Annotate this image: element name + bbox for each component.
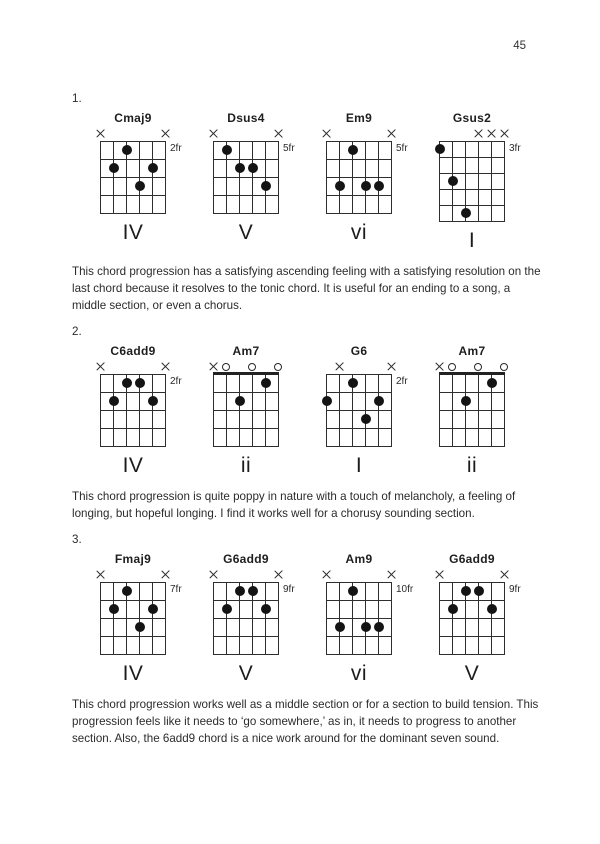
finger-dot: [135, 181, 145, 191]
muted-string-x-icon: [161, 570, 170, 579]
section-number: 1.: [72, 92, 82, 105]
string-line: [478, 141, 479, 222]
fretboard-grid: [100, 582, 182, 655]
finger-dot: [109, 163, 119, 173]
fret-line: [439, 157, 505, 158]
fret-line: [213, 636, 279, 637]
finger-dot: [461, 396, 471, 406]
finger-dot: [222, 604, 232, 614]
roman-numeral: V: [238, 221, 254, 244]
fret-line: [213, 600, 279, 601]
finger-dot: [261, 378, 271, 388]
fret-line: [439, 392, 505, 393]
fret-line: [100, 159, 166, 160]
chord-diagram: [431, 111, 535, 253]
fret-line: [100, 392, 166, 393]
fret-position-label: 7fr: [170, 584, 182, 595]
finger-dot: [135, 622, 145, 632]
fret-position-label: 2fr: [170, 143, 182, 154]
string-markers-row: [100, 360, 166, 374]
fret-position-label: 10fr: [396, 584, 414, 595]
chord-diagram-box: [213, 552, 295, 686]
chord-diagram-box: [213, 344, 279, 478]
finger-dot: [261, 604, 271, 614]
fret-line: [326, 618, 392, 619]
chord-diagram-box: [439, 552, 521, 686]
roman-numeral: vi: [350, 662, 368, 685]
fret-position-label: 5fr: [396, 143, 408, 154]
chord-diagram: [431, 344, 535, 478]
string-markers-row: [439, 568, 505, 582]
fret-line: [326, 195, 392, 196]
open-string-o-icon: [274, 363, 282, 371]
muted-string-x-icon: [435, 570, 444, 579]
fret-line: [100, 446, 166, 447]
muted-string-x-icon: [474, 129, 483, 138]
fret-line: [100, 582, 166, 583]
fret-line: [100, 141, 166, 142]
section-description: This chord progression is quite poppy in nature with a touch of melancholy, a feeling of longing, but hopeful longing. I find it works well for a chorusy sounding section.: [72, 490, 516, 520]
roman-numeral: V: [464, 662, 480, 685]
finger-dot: [448, 176, 458, 186]
chord-name: G6: [350, 344, 368, 358]
chord-diagram: [431, 552, 535, 686]
chord-diagram: [205, 111, 309, 245]
fret-position-label: 3fr: [509, 143, 521, 154]
chord-name: Fmaj9: [114, 552, 152, 566]
roman-numeral: ii: [240, 454, 252, 477]
fretboard-grid: [100, 141, 182, 214]
chord-diagram-box: [213, 111, 295, 245]
roman-numeral: I: [468, 229, 476, 252]
chord-row: [92, 552, 542, 686]
chord-diagram: [92, 111, 196, 245]
fret-line: [100, 410, 166, 411]
finger-dot: [248, 586, 258, 596]
chord-diagram-box: [326, 111, 408, 245]
fretboard-grid: [326, 374, 408, 447]
fret-line: [100, 177, 166, 178]
chord-name: C6add9: [110, 344, 156, 358]
fret-line: [100, 636, 166, 637]
fretboard-grid: [439, 141, 521, 222]
muted-string-x-icon: [209, 129, 218, 138]
fret-line: [100, 213, 166, 214]
muted-string-x-icon: [387, 362, 396, 371]
fret-line: [213, 582, 279, 583]
muted-string-x-icon: [209, 362, 218, 371]
finger-dot: [374, 622, 384, 632]
chord-diagram-box: [439, 111, 521, 253]
finger-dot: [222, 145, 232, 155]
string-markers-row: [100, 568, 166, 582]
finger-dot: [148, 396, 158, 406]
muted-string-x-icon: [161, 362, 170, 371]
section-number: 3.: [72, 533, 82, 546]
finger-dot: [348, 145, 358, 155]
fretboard-grid: [213, 141, 295, 214]
fret-line: [326, 141, 392, 142]
chord-diagram: [205, 344, 309, 478]
fret-position-label: 2fr: [170, 376, 182, 387]
chord-diagram: [318, 111, 422, 245]
string-markers-row: [326, 127, 392, 141]
fretboard-grid: [213, 374, 279, 447]
progression-section: [72, 323, 542, 522]
finger-dot: [474, 586, 484, 596]
progression-section: [72, 90, 542, 314]
roman-numeral: IV: [122, 454, 144, 477]
muted-string-x-icon: [96, 570, 105, 579]
finger-dot: [235, 586, 245, 596]
chord-name: Am7: [232, 344, 260, 358]
fret-line: [439, 446, 505, 447]
muted-string-x-icon: [274, 129, 283, 138]
fret-line: [213, 654, 279, 655]
chord-diagram: [92, 344, 196, 478]
fret-line: [326, 582, 392, 583]
finger-dot: [335, 181, 345, 191]
muted-string-x-icon: [335, 362, 344, 371]
fret-line: [213, 618, 279, 619]
chord-name: G6add9: [449, 552, 495, 566]
chord-diagram-box: [326, 344, 408, 478]
muted-string-x-icon: [322, 570, 331, 579]
progression-section: [72, 531, 542, 747]
nut-bar: [439, 372, 505, 375]
chord-row: [92, 344, 542, 478]
fret-line: [213, 428, 279, 429]
fret-line: [439, 173, 505, 174]
finger-dot: [122, 145, 132, 155]
muted-string-x-icon: [161, 129, 170, 138]
finger-dot: [348, 378, 358, 388]
fret-position-label: 2fr: [396, 376, 408, 387]
fret-line: [326, 177, 392, 178]
open-string-o-icon: [248, 363, 256, 371]
fret-line: [326, 636, 392, 637]
chord-name: Em9: [345, 111, 373, 125]
fret-line: [326, 374, 392, 375]
finger-dot: [109, 604, 119, 614]
fret-line: [326, 446, 392, 447]
fret-line: [213, 159, 279, 160]
open-string-o-icon: [500, 363, 508, 371]
string-line: [491, 141, 492, 222]
chord-row: [92, 111, 542, 253]
chord-name: G6add9: [223, 552, 269, 566]
fret-line: [326, 392, 392, 393]
fret-position-label: 9fr: [509, 584, 521, 595]
finger-dot: [361, 181, 371, 191]
muted-string-x-icon: [500, 570, 509, 579]
fret-line: [100, 195, 166, 196]
finger-dot: [487, 604, 497, 614]
fret-line: [100, 654, 166, 655]
section-number: 2.: [72, 325, 82, 338]
chord-diagram: [318, 344, 422, 478]
finger-dot: [109, 396, 119, 406]
finger-dot: [148, 163, 158, 173]
open-string-o-icon: [222, 363, 230, 371]
finger-dot: [374, 396, 384, 406]
fret-line: [326, 159, 392, 160]
fret-line: [326, 213, 392, 214]
chord-diagram-box: [100, 344, 182, 478]
roman-numeral: I: [355, 454, 363, 477]
open-string-o-icon: [448, 363, 456, 371]
section-description: This chord progression works well as a middle section or for a section to build tension. This progression feels like it needs to ‘go somewhere,’ as in, it needs to progress to another section. Also, the 6add9 chord is a nice work around for the dominant seven sound.: [72, 698, 539, 745]
fret-line: [439, 654, 505, 655]
fret-line: [439, 141, 505, 142]
fret-line: [439, 600, 505, 601]
fret-line: [213, 177, 279, 178]
chord-name: Dsus4: [227, 111, 265, 125]
fret-line: [326, 600, 392, 601]
nut-bar: [213, 372, 279, 375]
fretboard-grid: [326, 582, 414, 655]
fret-line: [439, 189, 505, 190]
finger-dot: [361, 622, 371, 632]
roman-numeral: IV: [122, 662, 144, 685]
finger-dot: [248, 163, 258, 173]
finger-dot: [235, 396, 245, 406]
muted-string-x-icon: [500, 129, 509, 138]
finger-dot: [348, 586, 358, 596]
fret-line: [439, 582, 505, 583]
open-string-o-icon: [474, 363, 482, 371]
muted-string-x-icon: [96, 362, 105, 371]
muted-string-x-icon: [387, 129, 396, 138]
roman-numeral: V: [238, 662, 254, 685]
fret-line: [439, 428, 505, 429]
string-markers-row: [326, 360, 392, 374]
finger-dot: [487, 378, 497, 388]
chord-name: Cmaj9: [114, 111, 152, 125]
fretboard-grid: [100, 374, 182, 447]
fret-line: [326, 410, 392, 411]
fret-line: [439, 410, 505, 411]
chord-name: Gsus2: [452, 111, 492, 125]
muted-string-x-icon: [487, 129, 496, 138]
finger-dot: [235, 163, 245, 173]
fretboard-grid: [439, 582, 521, 655]
fret-line: [213, 410, 279, 411]
muted-string-x-icon: [96, 129, 105, 138]
fret-line: [213, 446, 279, 447]
fret-position-label: 9fr: [283, 584, 295, 595]
fret-line: [100, 618, 166, 619]
fret-line: [213, 392, 279, 393]
string-markers-row: [100, 127, 166, 141]
string-markers-row: [213, 568, 279, 582]
chord-diagram: [318, 552, 422, 686]
fretboard-grid: [326, 141, 408, 214]
finger-dot: [122, 586, 132, 596]
chord-diagram-box: [100, 552, 182, 686]
finger-dot: [261, 181, 271, 191]
finger-dot: [374, 181, 384, 191]
section-description: This chord progression has a satisfying ascending feeling with a satisfying resolution on the last chord because it resolves to the tonic chord. It is useful for an ending to a song, a middle section, or even a chorus.: [72, 265, 541, 312]
roman-numeral: ii: [466, 454, 478, 477]
muted-string-x-icon: [274, 570, 283, 579]
chord-diagram: [92, 552, 196, 686]
fret-line: [100, 374, 166, 375]
finger-dot: [335, 622, 345, 632]
fret-position-label: 5fr: [283, 143, 295, 154]
roman-numeral: vi: [350, 221, 368, 244]
finger-dot: [135, 378, 145, 388]
fret-line: [439, 618, 505, 619]
string-line: [504, 141, 505, 222]
chord-name: Am7: [458, 344, 486, 358]
fret-line: [439, 205, 505, 206]
fretboard-grid: [439, 374, 505, 447]
fret-line: [100, 600, 166, 601]
page-number: 45: [513, 40, 526, 52]
finger-dot: [461, 208, 471, 218]
string-markers-row: [213, 127, 279, 141]
muted-string-x-icon: [209, 570, 218, 579]
finger-dot: [448, 604, 458, 614]
fret-line: [326, 428, 392, 429]
finger-dot: [122, 378, 132, 388]
muted-string-x-icon: [387, 570, 396, 579]
finger-dot: [461, 586, 471, 596]
chord-name: Am9: [345, 552, 373, 566]
chord-diagram-box: [326, 552, 414, 686]
fret-line: [439, 636, 505, 637]
finger-dot: [361, 414, 371, 424]
fret-line: [439, 221, 505, 222]
finger-dot: [435, 144, 445, 154]
finger-dot: [148, 604, 158, 614]
fret-line: [100, 428, 166, 429]
chord-diagram-box: [439, 344, 505, 478]
fret-line: [213, 195, 279, 196]
muted-string-x-icon: [435, 362, 444, 371]
chord-diagram-box: [100, 111, 182, 245]
fret-line: [213, 141, 279, 142]
roman-numeral: IV: [122, 221, 144, 244]
fret-line: [326, 654, 392, 655]
string-markers-row: [439, 127, 505, 141]
fretboard-grid: [213, 582, 295, 655]
string-markers-row: [326, 568, 392, 582]
fret-line: [213, 213, 279, 214]
finger-dot: [322, 396, 332, 406]
chord-diagram: [205, 552, 309, 686]
muted-string-x-icon: [322, 129, 331, 138]
